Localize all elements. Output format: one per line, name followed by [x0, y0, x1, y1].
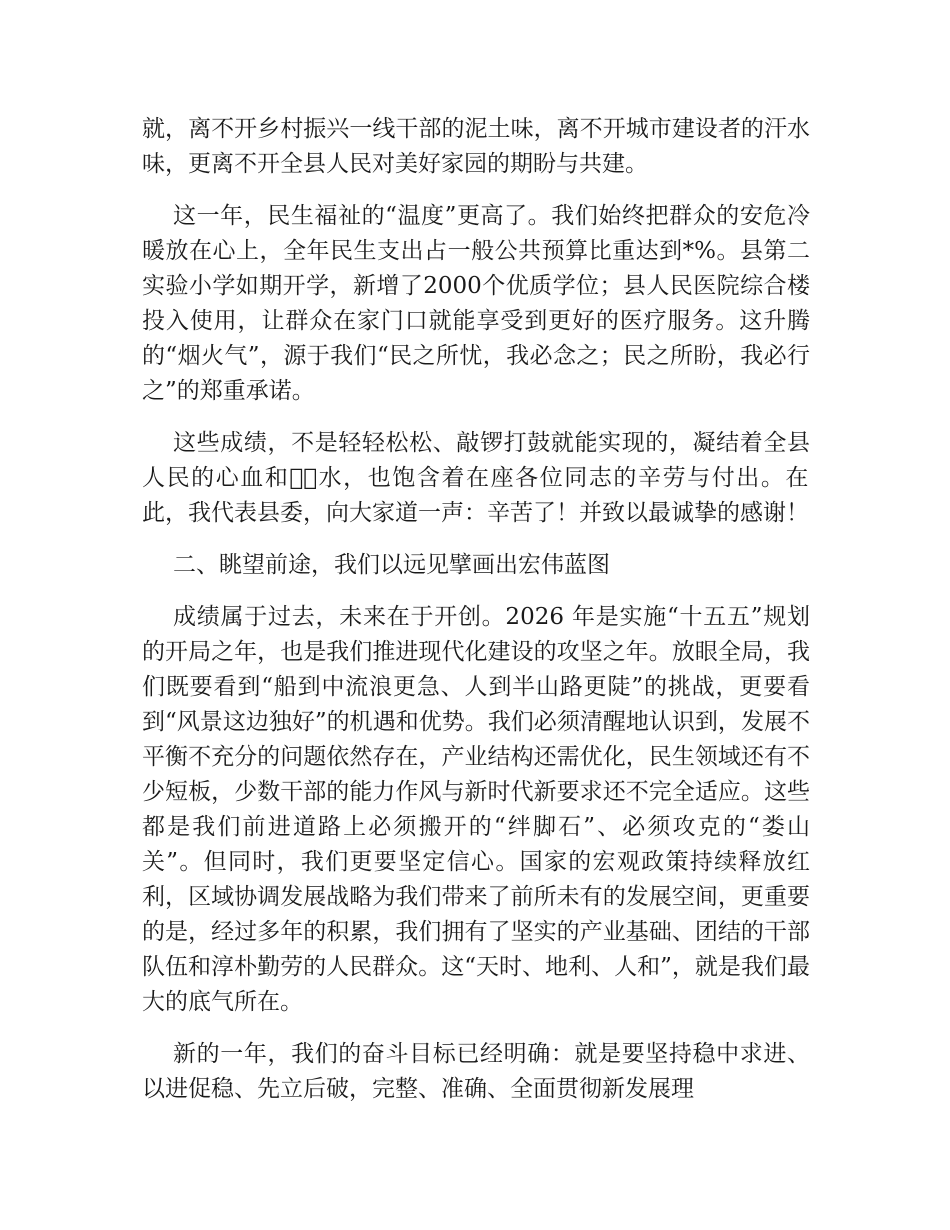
document-body	[142, 112, 810, 1124]
section-heading: 二、眺望前途，我们以远见擘画出宏伟蓝图	[173, 552, 610, 578]
paragraph-goals: 新的一年，我们的奋斗目标已经明确：就是要坚持稳中求进、以进促稳、先立后破，完整、准确、全面贯彻新发展理	[142, 1041, 810, 1102]
paragraph-outlook: 成绩属于过去，未来在于开创。2026 年是实施“十五五”规划的开局之年，也是我们推进现代化建设的攻坚之年。放眼全局，我们既要看到“船到中流浪更急、人到半山路更陡”的挑战，更要看到“风景这边独好”的机遇和优势。我们必须清醒地认识到，发展不平衡不充分的问题依然存在，产业结构还需优化，民生领域还有不少短板，少数干部的能力作风与新时代新要求还不完全适应。这些都是我们前进道路上必须搬开的“绊脚石”、必须攻克的“娄山关”。但同时，我们更要坚定信心。国家的宏观政策持续释放红利，区域协调发展战略为我们带来了前所未有的发展空间，更重要的是，经过多年的积累，我们拥有了坚实的产业基础、团结的干部队伍和淳朴勤劳的人民群众。这“天时、地利、人和”，就是我们最大的底气所在。	[142, 604, 810, 1015]
paragraph-livelihood: 这一年，民生福祉的“温度”更高了。我们始终把群众的安危冷暖放在心上，全年民生支出占一般公共预算比重达到*%。县第二实验小学如期开学，新增了2000个优质学位；县人民医院综合楼投入使用，让群众在家门口就能享受到更好的医疗服务。这升腾的“烟火气”，源于我们“民之所忧，我必念之；民之所盼，我必行之”的郑重承诺。	[142, 203, 810, 404]
paragraph-continuation: 就，离不开乡村振兴一线干部的泥土味，离不开城市建设者的汗水味，更离不开全县人民对美好家园的期盼与共建。	[142, 116, 810, 177]
paragraph-thanks: 这些成绩，不是轻轻松松、敲锣打鼓就能实现的，凝结着全县人民的心血和汗ِ水，也饱含着在座各位同志的辛劳与付出。在此，我代表县委，向大家道一声：辛苦了！并致以最诚挚的感谢！	[142, 430, 810, 526]
